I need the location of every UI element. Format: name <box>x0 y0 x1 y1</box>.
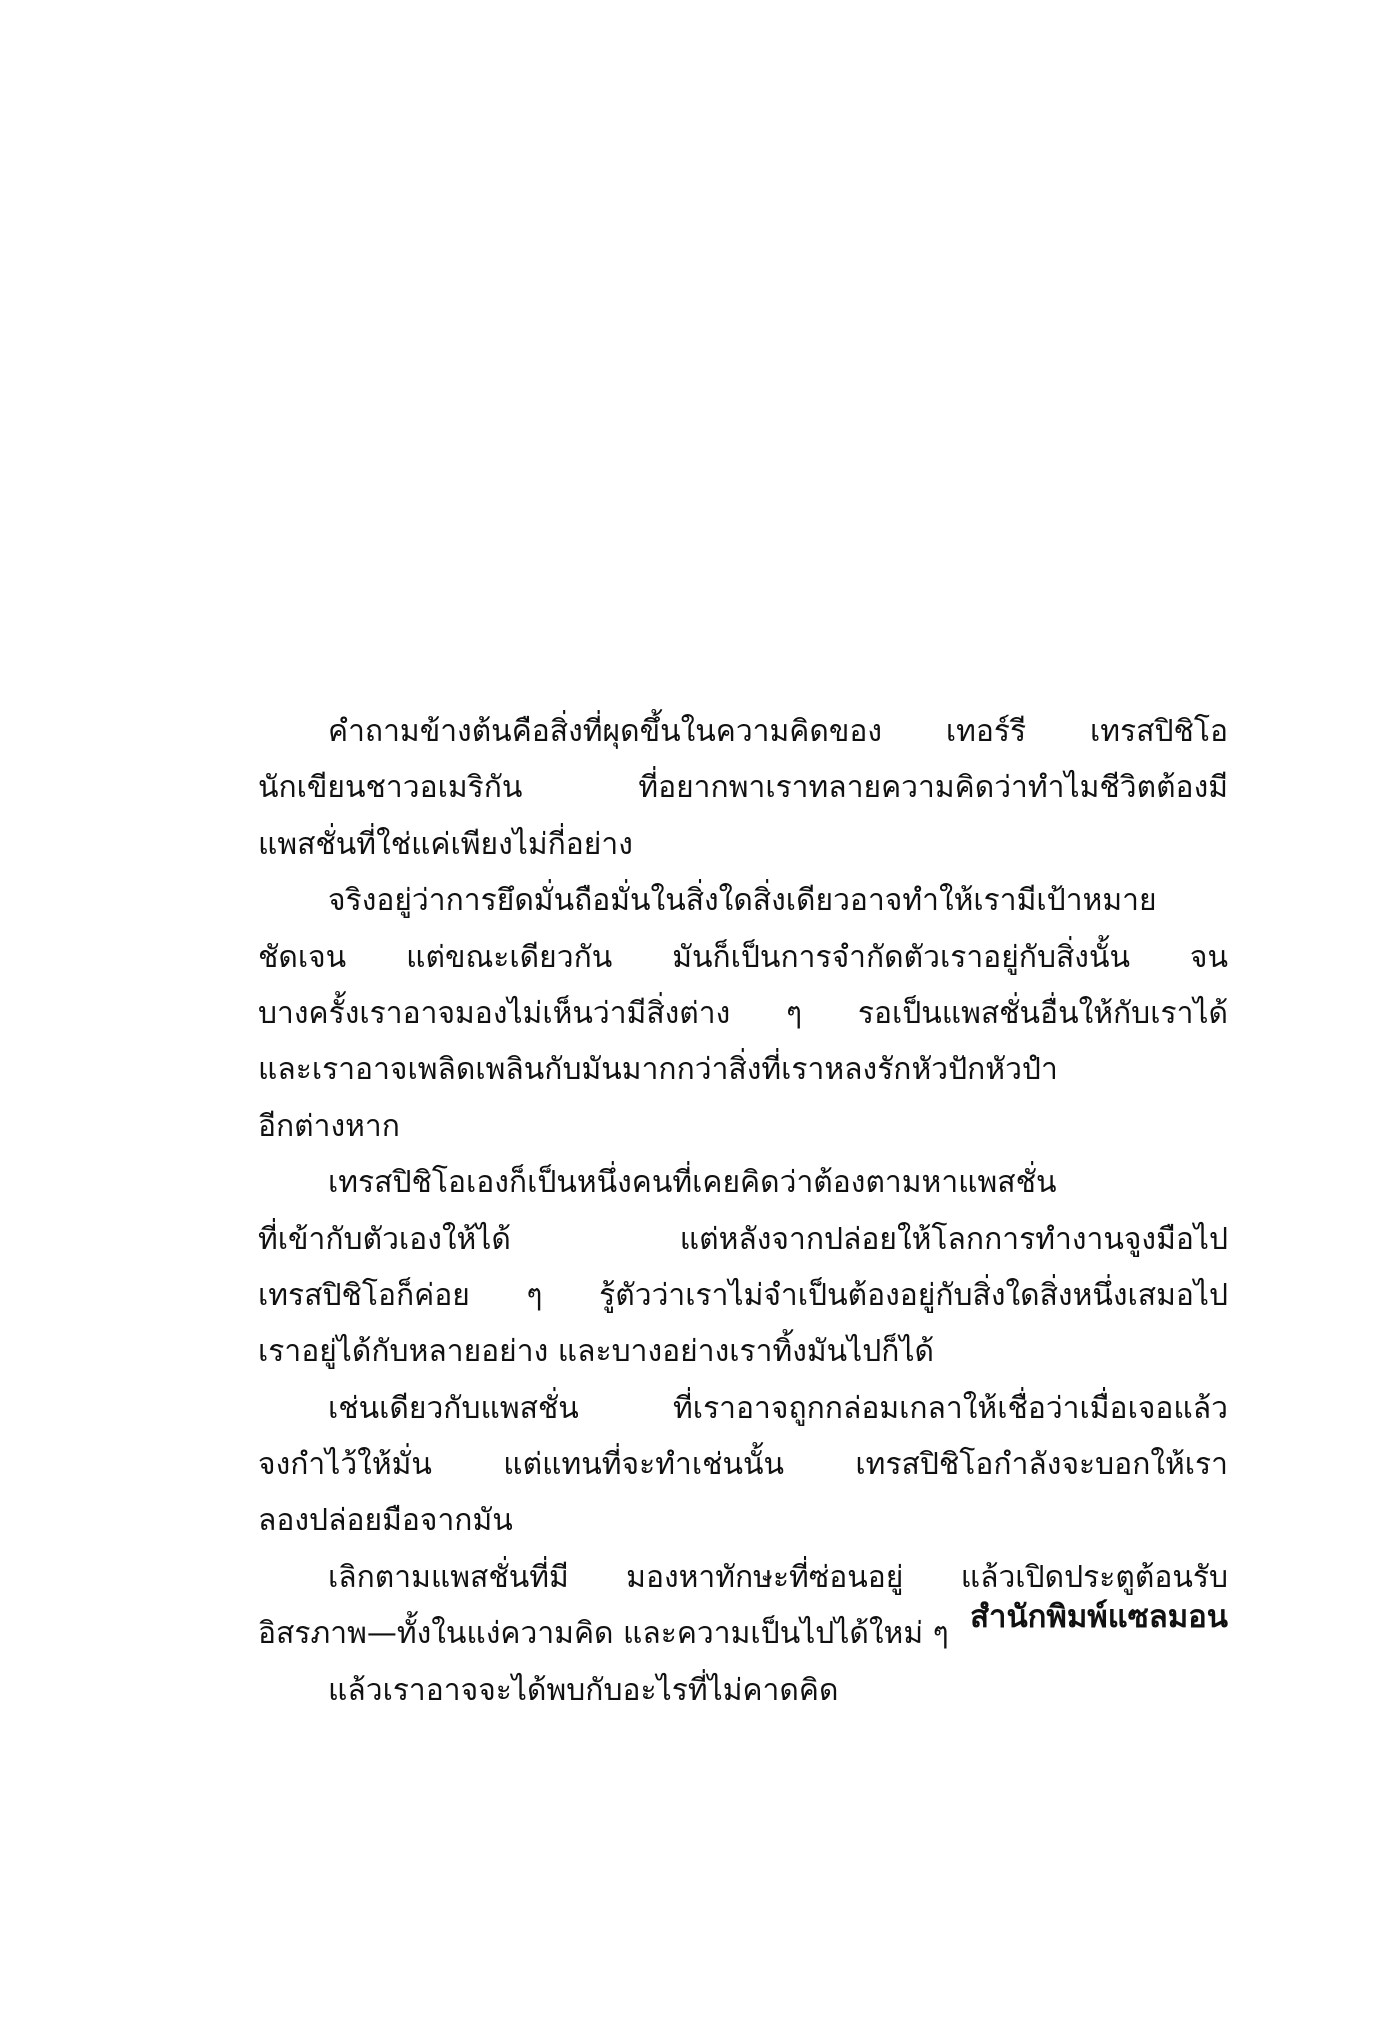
text-line: จริงอยู่ว่าการยึดมั่นถือมั่นในสิ่งใดสิ่งเดียวอาจทำให้เรามีเป้าหมาย <box>328 883 1157 919</box>
paragraph <box>258 873 1228 1155</box>
text-line: จงกำไว้ให้มั่น แต่แทนที่จะทำเช่นนั้น เทรสปิชิโอกำลังจะบอกให้เรา <box>258 1447 1228 1483</box>
text-line: เทรสปิชิโอเองก็เป็นหนึ่งคนที่เคยคิดว่าต้องตามหาแพสชั่น <box>328 1165 1057 1201</box>
paragraph <box>258 1155 1228 1381</box>
paragraph <box>258 1663 1228 1719</box>
text-line: คำถามข้างต้นคือสิ่งที่ผุดขึ้นในความคิดของ เทอร์รี เทรสปิชิโอ <box>328 714 1228 749</box>
paragraph <box>258 1381 1228 1550</box>
text-line: บางครั้งเราอาจมองไม่เห็นว่ามีสิ่งต่าง ๆ รอเป็นแพสชั่นอื่นให้กับเราได้ <box>258 995 1228 1031</box>
text-line: อีกต่างหาก <box>258 1108 400 1144</box>
text-line: นักเขียนชาวอเมริกัน ที่อยากพาเราทลายความคิดว่าทำไมชีวิตต้องมี <box>258 770 1228 806</box>
text-line: แพสชั่นที่ใช่แค่เพียงไม่กี่อย่าง <box>258 826 633 862</box>
publisher-signature: สำนักพิมพ์แซลมอน <box>970 1599 1228 1635</box>
text-line: เช่นเดียวกับแพสชั่น ที่เราอาจถูกกล่อมเกลาให้เชื่อว่าเมื่อเจอแล้ว <box>328 1390 1228 1426</box>
text-line: เทรสปิชิโอก็ค่อย ๆ รู้ตัวว่าเราไม่จำเป็นต้องอยู่กับสิ่งใดสิ่งหนึ่งเสมอไป <box>258 1277 1228 1313</box>
paragraph <box>258 704 1228 873</box>
text-line: ลองปล่อยมือจากมัน <box>258 1503 513 1539</box>
text-line: ชัดเจน แต่ขณะเดียวกัน มันก็เป็นการจำกัดตัวเราอยู่กับสิ่งนั้น จน <box>258 939 1228 975</box>
text-line: และเราอาจเพลิดเพลินกับมันมากกว่าสิ่งที่เราหลงรักหัวปักหัวปำ <box>258 1052 1058 1088</box>
text-line: อิสรภาพ—ทั้งในแง่ความคิด และความเป็นไปได้ใหม่ ๆ <box>258 1616 949 1652</box>
body-text <box>258 704 1228 1719</box>
text-line: แล้วเราอาจจะได้พบกับอะไรที่ไม่คาดคิด <box>328 1672 839 1708</box>
text-line: เลิกตามแพสชั่นที่มี มองหาทักษะที่ซ่อนอยู่ แล้วเปิดประตูต้อนรับ <box>328 1559 1228 1595</box>
text-line: ที่เข้ากับตัวเองให้ได้ แต่หลังจากปล่อยให้โลกการทำงานจูงมือไป <box>258 1221 1228 1257</box>
text-line: เราอยู่ได้กับหลายอย่าง และบางอย่างเราทิ้งมันไปก็ได้ <box>258 1334 935 1370</box>
